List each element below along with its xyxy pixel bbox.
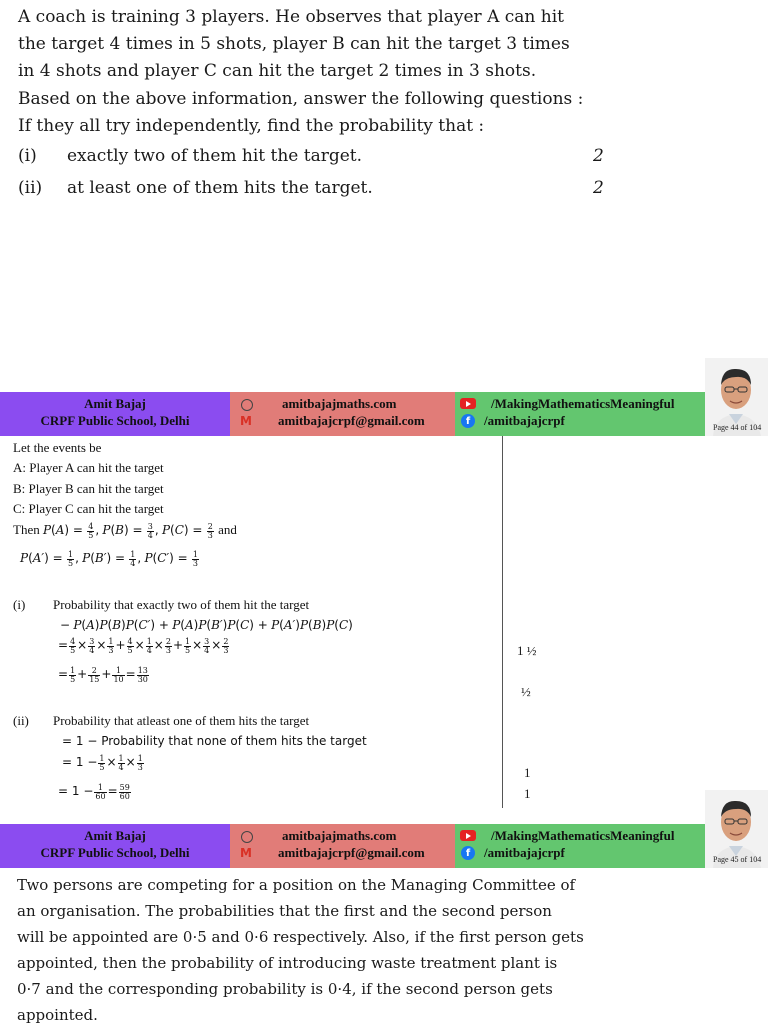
and-label: and (218, 522, 237, 537)
globe-icon (241, 831, 253, 843)
question-2 (17, 872, 597, 1028)
author-name: Amit Bajaj (84, 396, 146, 411)
youtube-link[interactable]: /MakingMathematicsMeaningful (491, 396, 675, 411)
website-link[interactable]: amitbajajmaths.com (282, 828, 397, 843)
facebook-icon: f (461, 846, 475, 860)
part-number: (i) (18, 146, 37, 167)
solution-section (0, 436, 768, 814)
banner-contact-block (230, 824, 455, 868)
youtube-link[interactable]: /MakingMathematicsMeaningful (491, 828, 675, 843)
question-1 (18, 4, 618, 204)
part-number: (ii) (18, 178, 43, 199)
gmail-icon: M (240, 414, 252, 428)
part-ii-result: = 1 − $\frac{1}{60}$ = $\frac{59}{60}$ (58, 782, 130, 801)
author-banner (0, 392, 768, 436)
globe-icon (241, 399, 253, 411)
question-2-line: an organisation. The probabilities that the first and the second person (17, 902, 552, 920)
event-c: C: Player C can hit the target (13, 501, 164, 516)
part-i-result: = $\frac{1}{5}$ + $\frac{2}{15}$ + $\frac{1}{10}$ = $\frac{13}{30}$ (58, 665, 148, 684)
question-1-line: the target 4 times in 5 shots, player B can hit the target 3 times (18, 34, 570, 55)
banner-contact-block (230, 392, 455, 436)
question-2-line: 0·7 and the corresponding probability is 0·4, if the second person gets (17, 980, 553, 998)
mark-part-ii-2: 1 (524, 786, 531, 801)
then-label: Then (13, 522, 40, 537)
banner-social-block (455, 824, 705, 868)
question-1-line: in 4 shots and player C can hit the target 2 times in 3 shots. (18, 61, 537, 82)
event-b: B: Player B can hit the target (13, 481, 164, 496)
part-i-formula: − P(A)P(B)P(C′) + P(A)P(B′)P(C) + P(A′)P(B)P(C) (60, 618, 353, 632)
solution-part-ii-number: (ii) (13, 713, 29, 728)
complement-values: P(A′) = $\frac{1}{5}$ , P(B′) = $\frac{1}{4}$ , P(C′) = $\frac{1}{3}$ (20, 549, 199, 568)
youtube-icon (460, 830, 476, 841)
page-number: Page 44 of 104 (713, 423, 762, 432)
question-1-part-i (18, 140, 618, 172)
question-2-line: appointed. (17, 1006, 98, 1024)
part-marks: 2 (593, 178, 604, 199)
event-a: A: Player A can hit the target (13, 460, 164, 475)
question-1-line: Based on the above information, answer the following questions : (18, 88, 584, 109)
marks-column-divider (502, 436, 503, 808)
part-ii-line-2: = 1 − $\frac{1}{5}$ × $\frac{1}{4}$ × $\frac{1}{3}$ (62, 753, 143, 772)
part-i-substitution: = $\frac{4}{5}$ × $\frac{3}{4}$ × $\frac{1}{3}$ + $\frac{4}{5}$ × $\frac{1}{4}$ × $\frac{2}{3}$ + $\frac{1}{5}$ × $\frac{3}{4}$ × $\frac{2}{3}$ (58, 636, 229, 655)
solution-intro: Let the events be (13, 440, 102, 455)
youtube-icon (460, 398, 476, 409)
facebook-link[interactable]: /amitbajajcrpf (484, 845, 565, 860)
solution-part-i-heading: Probability that exactly two of them hit the target (53, 597, 310, 612)
question-1-line: If they all try independently, find the probability that : (18, 115, 485, 136)
email-link[interactable]: amitbajajcrpf@gmail.com (278, 845, 425, 860)
part-text: at least one of them hits the target. (67, 178, 373, 199)
author-name: Amit Bajaj (84, 828, 146, 843)
part-marks: 2 (593, 146, 604, 167)
solution-part-ii-heading: Probability that atleast one of them hits the target (53, 713, 310, 728)
question-2-line: appointed, then the probability of introducing waste treatment plant is (17, 954, 558, 972)
question-2-line: Two persons are competing for a position on the Managing Committee of (17, 876, 576, 894)
facebook-link[interactable]: /amitbajajcrpf (484, 413, 565, 428)
banner-social-block (455, 392, 705, 436)
mark-part-i-2: ½ (521, 684, 531, 699)
question-2-line: will be appointed are 0·5 and 0·6 respectively. Also, if the first person gets (17, 928, 584, 946)
page-number: Page 45 of 104 (713, 855, 762, 864)
banner-name-block (0, 824, 230, 868)
banner-name-block (0, 392, 230, 436)
mark-part-ii-1: 1 (524, 765, 531, 780)
author-banner (0, 824, 768, 868)
email-link[interactable]: amitbajajcrpf@gmail.com (278, 413, 425, 428)
author-school: CRPF Public School, Delhi (40, 845, 190, 860)
author-school: CRPF Public School, Delhi (40, 413, 190, 428)
facebook-icon: f (461, 414, 475, 428)
part-ii-line-1 (62, 733, 367, 749)
part-ii-line-1-text: = 1 − Probability that none of them hits the target (62, 734, 367, 748)
part-text: exactly two of them hit the target. (67, 146, 363, 167)
solution-part-i-number: (i) (13, 597, 26, 612)
question-1-part-ii (18, 172, 618, 204)
mark-part-i-1: 1 ½ (517, 643, 537, 658)
question-1-line: A coach is training 3 players. He observes that player A can hit (18, 7, 564, 27)
probability-values: Then P(A) = $\frac{4}{5}$ , P(B) = $\frac{3}{4}$ , P(C) = $\frac{2}{3}$ and (13, 521, 237, 540)
gmail-icon: M (240, 846, 252, 860)
website-link[interactable]: amitbajajmaths.com (282, 396, 397, 411)
